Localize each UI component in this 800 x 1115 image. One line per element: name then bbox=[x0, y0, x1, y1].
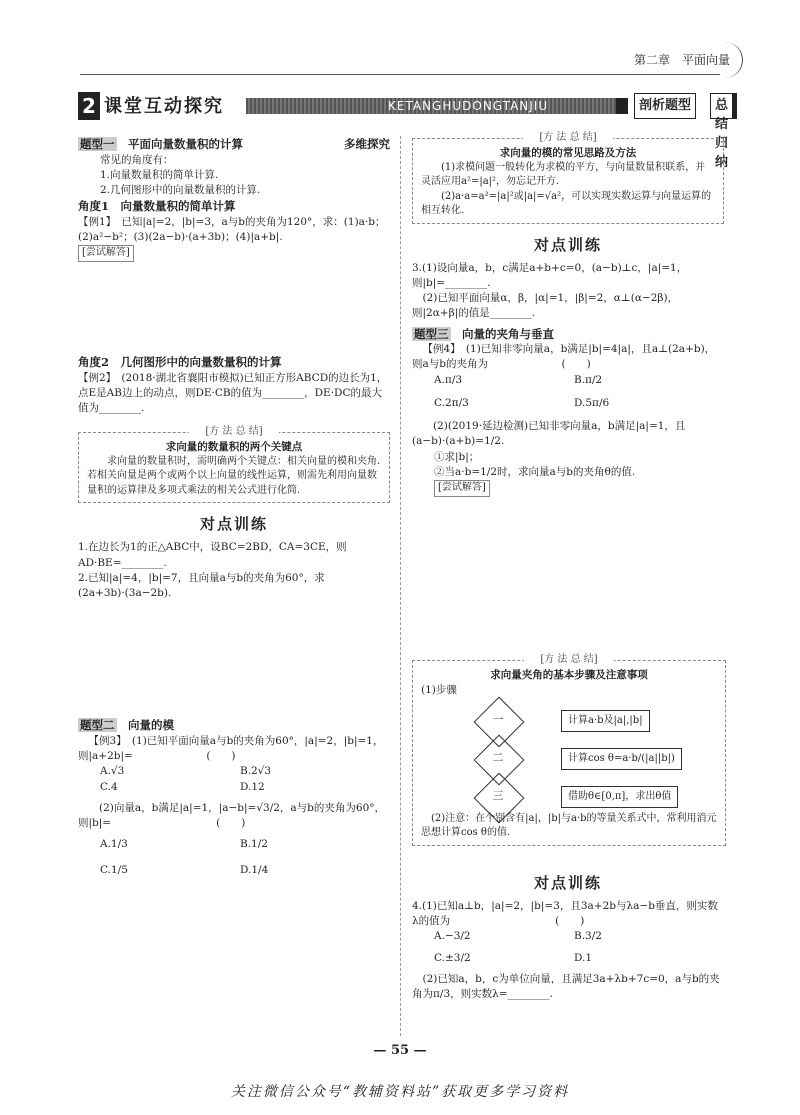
example-4a: 【例4】 (1)已知非零向量a，b满足|b|=4|a|，且a⊥(2a+b)，则a与b的夹角为 ( ) bbox=[412, 343, 716, 371]
angle2-heading: 角度2 几何图形中的向量数量积的计算 bbox=[78, 354, 282, 369]
train-heading-1: 对点训练 bbox=[199, 515, 268, 534]
type1-heading bbox=[78, 136, 390, 153]
example-4b: (2)(2019·延边检测)已知非零向量a，b满足|a|=1，且(a−b)·(a+b)=1/2. bbox=[412, 420, 686, 448]
method-box-3 bbox=[412, 654, 726, 846]
choice: B.2√3 bbox=[240, 765, 272, 778]
training-4a: 4.(1)已知a⊥b，|a|=2，|b|=3，且3a+2b与λa−b垂直，则实数λ的值为 ( ) bbox=[412, 900, 718, 928]
flow-step-1-box: 计算a·b及|a|,|b| bbox=[561, 710, 650, 732]
try-answer-2: [尝试解答] bbox=[434, 480, 490, 497]
example-3b: (2)向量a，b满足|a|=1，|a−b|=√3/2，a与b的夹角为60°，则|b|= ( ) bbox=[78, 801, 386, 830]
method-box-3-note: (2)注意：在个别含有|a|，|b|与a·b的等量关系式中，常利用消元思想计算cos θ的值. bbox=[421, 812, 717, 839]
training-2: 2.已知|a|=4，|b|=7，且向量a与b的夹角为60°，求(2a+3b)·(3a−2b). bbox=[78, 571, 325, 600]
method-box-2-text-1: (1)求模问题一般转化为求模的平方，与向量数量积联系，并灵活应用a²=|a|²，勿忘记开方. bbox=[421, 161, 706, 188]
type1-label: 题型一 bbox=[80, 137, 115, 151]
training-3a: 3.(1)设向量a，b，c满足a+b+c=0，(a−b)⊥c，|a|=1，则|b|=________. bbox=[412, 261, 688, 289]
method-box-2 bbox=[412, 132, 724, 224]
method-tag-1: [方 法 总 结] bbox=[189, 425, 279, 440]
header-rule bbox=[80, 74, 720, 75]
flow-step-2-num: 二 bbox=[492, 750, 504, 764]
angle1-heading: 角度1 向量数量积的简单计算 bbox=[78, 199, 236, 214]
ex4a-choices-row1 bbox=[412, 373, 724, 388]
choice: B.1/2 bbox=[240, 838, 268, 851]
banner-number: 2 bbox=[78, 92, 100, 120]
training-1: 1.在边长为1的正△ABC中，设BC=2BD，CA=3CE，则AD·BE=________. bbox=[78, 541, 347, 569]
method-box-1-title: 求向量的数量积的两个关键点 bbox=[165, 440, 303, 453]
type3-title: 向量的夹角与垂直 bbox=[462, 326, 554, 341]
method-box-2-title: 求向量的模的常见思路及方法 bbox=[499, 146, 637, 159]
method-box-3-step: (1)步骤 bbox=[421, 683, 457, 696]
choice: A.√3 bbox=[100, 765, 125, 778]
choice: D.5π/6 bbox=[574, 396, 610, 409]
choice: B.3/2 bbox=[574, 930, 602, 943]
type2-heading bbox=[78, 717, 390, 734]
flow-step-2-box: 计算cos θ=a·b/(|a||b|) bbox=[561, 748, 682, 770]
example-3a: 【例3】 (1)已知平面向量a与b的夹角为60°，|a|=2，|b|=1，则|a+2b|= ( ) bbox=[78, 735, 384, 763]
header-curve bbox=[724, 42, 743, 78]
right-column bbox=[412, 132, 724, 497]
method-tag-2: [方 法 总 结] bbox=[523, 131, 613, 146]
train-heading-2: 对点训练 bbox=[533, 235, 602, 254]
example-4b-part2: ②当a·b=1/2时，求向量a与b的夹角θ的值. bbox=[434, 465, 636, 478]
intro-line-2: 1.向量数量积的简单计算. bbox=[100, 168, 219, 181]
type3-label: 题型三 bbox=[414, 326, 449, 341]
intro-line-1: 常见的角度有： bbox=[100, 153, 174, 166]
example-4b-part1: ①求|b|； bbox=[434, 450, 480, 463]
choice: C.4 bbox=[100, 780, 118, 793]
method-box-1 bbox=[78, 426, 390, 503]
choice: A.π/3 bbox=[434, 373, 463, 386]
banner-title: 课堂互动探究 bbox=[104, 96, 224, 117]
type1-tag: 多维探究 bbox=[344, 137, 390, 151]
type1-title: 平面向量数量积的计算 bbox=[128, 137, 243, 151]
flow-diagram bbox=[421, 702, 717, 812]
choice: A.−3/2 bbox=[434, 930, 471, 943]
banner-square bbox=[616, 98, 628, 114]
example-2: 【例2】 (2018·湖北省襄阳市模拟)已知正方形ABCD的边长为1，点E是AB边上的动点，则DE·CB的值为________，DE·DC的最大值为________. bbox=[78, 371, 388, 415]
banner-pinyin: KETANGHUDONGTANJIU bbox=[388, 99, 549, 113]
choice: D.12 bbox=[240, 780, 265, 793]
left-column bbox=[78, 136, 390, 878]
banner-badge-2: 总结归纳 bbox=[710, 93, 737, 119]
training-4b: (2)已知a，b，c为单位向量，且满足3a+λb+7c=0，a与b的夹角为π/3，则实数λ=________. bbox=[412, 972, 720, 1001]
flow-step-3-num: 三 bbox=[492, 788, 504, 802]
type3-heading bbox=[412, 326, 724, 343]
type2-label: 题型二 bbox=[80, 718, 115, 733]
intro-line-3: 2.几何图形中的向量数量积的计算. bbox=[100, 184, 261, 197]
column-divider bbox=[400, 136, 401, 1036]
footer-note: 关注微信公众号“教辅资料站”获取更多学习资料 bbox=[230, 1084, 570, 1100]
ex3b-choices-row2 bbox=[78, 863, 390, 878]
choice: C.2π/3 bbox=[434, 396, 469, 409]
chapter-header: 第二章 平面向量 bbox=[633, 53, 730, 67]
example-1: 【例1】 已知|a|=2，|b|=3，a与b的夹角为120°，求：(1)a·b；(2)a²−b²；(3)(2a−b)·(a+3b)；(4)|a+b|. bbox=[78, 216, 386, 244]
method-box-2-text-2: (2)a·a=a²=|a|²或|a|=√a²，可以实现实数运算与向量运算的相互转化. bbox=[421, 190, 712, 217]
type2-title: 向量的模 bbox=[128, 718, 174, 733]
ex3a-choices-row2 bbox=[78, 780, 390, 795]
banner-badge-1: 剖析题型 bbox=[634, 93, 696, 119]
ex3a-choices-row1 bbox=[78, 764, 390, 779]
method-box-1-text: 求向量的数量积时，需明确两个关键点：相关向量的模和夹角.若相关向量是两个或两个以上向量的线性运算，则需先利用向量数量积的运算律及多项式乘法的相关公式进行化简. bbox=[87, 455, 381, 496]
choice: D.1 bbox=[574, 951, 593, 964]
choice: A.1/3 bbox=[100, 838, 128, 851]
page-number: — 55 — bbox=[373, 1043, 427, 1058]
t4a-choices-row1 bbox=[412, 929, 724, 944]
t4a-choices-row2 bbox=[412, 951, 724, 966]
method-tag-3: [方 法 总 结] bbox=[524, 653, 614, 668]
method-box-3-title: 求向量夹角的基本步骤及注意事项 bbox=[490, 668, 648, 681]
ex4a-choices-row2 bbox=[412, 396, 724, 411]
choice: B.π/2 bbox=[574, 373, 603, 386]
flow-step-1-num: 一 bbox=[492, 712, 504, 726]
ex3b-choices-row1 bbox=[78, 837, 390, 852]
choice: C.±3/2 bbox=[434, 951, 471, 964]
flow-step-3-box: 借助θ∈[0,π]，求出θ值 bbox=[561, 786, 678, 808]
choice: D.1/4 bbox=[240, 863, 269, 876]
try-answer-1: [尝试解答] bbox=[78, 245, 134, 262]
choice: C.1/5 bbox=[100, 863, 128, 876]
train-heading-3: 对点训练 bbox=[533, 874, 602, 892]
training-3b: (2)已知平面向量α，β，|α|=1，|β|=2，α⊥(α−2β)，则|2α+β|的值是________. bbox=[412, 292, 679, 320]
right-column-lower bbox=[412, 872, 724, 1002]
